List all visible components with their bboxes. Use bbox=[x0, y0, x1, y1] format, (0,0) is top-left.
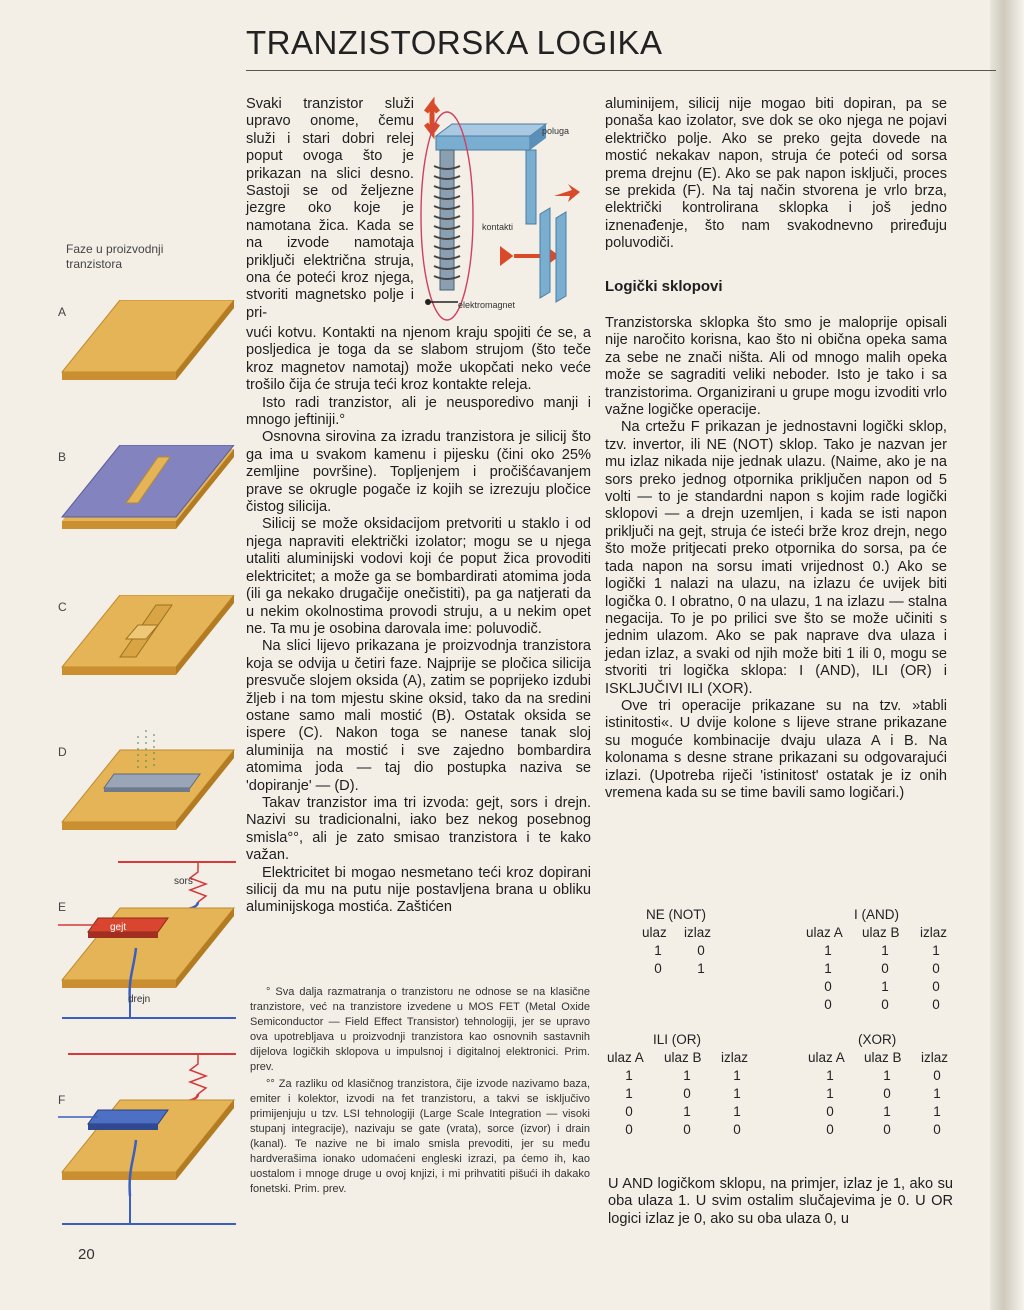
table-title: I (AND) bbox=[854, 907, 899, 922]
table-cell: 0 bbox=[683, 1122, 691, 1137]
table-cell: 0 bbox=[883, 1122, 891, 1137]
page-number: 20 bbox=[78, 1246, 95, 1263]
table-header: ulaz A bbox=[808, 1050, 845, 1065]
stage-label-f: F bbox=[58, 1093, 66, 1107]
table-cell: 1 bbox=[733, 1086, 741, 1101]
table-cell: 1 bbox=[733, 1068, 741, 1083]
col1-para: Elektricitet bi mogao nesmetano teći kroz dopirani silicij da mu na putu nije postavljena brana u obliku aluminijskoga mostića. Zaštićen bbox=[246, 864, 591, 916]
table-header: izlaz bbox=[920, 925, 948, 940]
table-cell: 0 bbox=[683, 1086, 691, 1101]
table-cell: 1 bbox=[625, 1068, 633, 1083]
table-cell: 0 bbox=[654, 961, 662, 976]
table-cell: 0 bbox=[826, 1122, 834, 1137]
relay-illustration bbox=[418, 96, 602, 322]
table-cell: 0 bbox=[933, 1068, 941, 1083]
stage-e-illustration bbox=[58, 858, 238, 1028]
table-cell: 0 bbox=[697, 943, 705, 958]
table-cell: 1 bbox=[883, 1068, 891, 1083]
col1-para: vući kotvu. Kontakti na njenom kraju spojiti će se, a posljedica je toga da se slabom strujom (što teče kroz magnetov namotaj) može ukopčati neko veće trošilo čija će struja teći kroz kontakte releja. bbox=[246, 325, 591, 394]
col1-text bbox=[246, 325, 591, 917]
table-cell: 0 bbox=[826, 1104, 834, 1119]
table-cell: 1 bbox=[881, 943, 889, 958]
book-spine bbox=[990, 0, 1024, 1310]
bottom-text: U AND logičkom sklopu, na primjer, izlaz je 1, ako su oba ulaza 1. U svim ostalim slučajevima je 0. U OR logici izlaz je 0, ako su oba ulaza 0, u bbox=[608, 1176, 953, 1227]
stage-label-b: B bbox=[58, 450, 67, 464]
table-cell: 1 bbox=[933, 1086, 941, 1101]
table-cell: 1 bbox=[824, 943, 832, 958]
table-cell: 1 bbox=[826, 1086, 834, 1101]
col1-para: Silicij se može oksidacijom pretvoriti u staklo i od njega napraviti električki izolator; mogu se u njega utaliti aluminijski vodovi koji će poput žica provoditi elektricitet; a može ga se bombardirati atomima joda (ili ga nekako drugačije onečistiti), pa ga natjerati da u nekim okolnostima provodi struju, a u nekim opet ne. Ta mu je osobina darovala ime: poluvodič. bbox=[246, 516, 591, 637]
table-cell: 1 bbox=[883, 1104, 891, 1119]
table-title: (XOR) bbox=[858, 1032, 897, 1047]
table-cell: 0 bbox=[932, 997, 940, 1012]
table-cell: 1 bbox=[824, 961, 832, 976]
truth-table-xor bbox=[808, 1032, 958, 1152]
table-title: NE (NOT) bbox=[646, 907, 706, 922]
truth-table-and bbox=[806, 907, 956, 1027]
table-cell: 0 bbox=[625, 1122, 633, 1137]
section-heading: Logički sklopovi bbox=[605, 278, 723, 295]
col2-para: Na crtežu F prikazan je jednostavni logički sklop, tzv. invertor, ili NE (NOT) sklop. Tako je nazvan jer mu izlaz nikada nije jednak ulazu. (Naime, ako je na sors preko jednog otpornika priključen napon od 5 volti — to je standardni napon s kojim rade logički sklopovi — a drejn uzemljen, i kada se isti napon priključi na gejt, struja će isteći brže kroz drejn, nego što može pritjecati preko otpornika do sorsa, pa će tada napon na sorsu imati vrijednost 0.) Ako se logički 1 nalazi na ulazu, na izlazu će uvijek biti logička 0. I obratno, 0 na ulazu, 1 na izlazu — stalna negacija. To je po prilici sve što se može učiniti s jednim ulazom. Ako se pak naprave dva ulaza i jedan izlaz, a svaki od njih može biti 1 ili 0, mogu se stvoriti tri logička sklopa: I (AND), ILI (OR) i ISKLJUČIVI ILI (XOR). bbox=[605, 419, 947, 697]
table-cell: 1 bbox=[933, 1104, 941, 1119]
truth-table-or bbox=[607, 1032, 757, 1152]
col1-para-wrap: Svaki tranzistor služi upravo onome, čemu služi i stari dobri relej poput ovoga što je prikazan na slici desno. Sastoji se od željezne jezgre oko koje je namotana žica. Kada se na izvode namotaja priključi električna struja, ona će poteći kroz njega, stvoriti magnetsko polje i pri- bbox=[246, 96, 414, 321]
table-cell: 1 bbox=[625, 1086, 633, 1101]
col2-intro bbox=[605, 96, 947, 253]
table-cell: 1 bbox=[654, 943, 662, 958]
col1-para: Osnovna sirovina za izradu tranzistora je silicij što ga ima u svakom kamenu i pijesku (čini oko 25% zemljine površine). Topljenjem i pročišćavanjem prave se okrugle pogače iz kojih se izrezuju pločice čistog silicija. bbox=[246, 429, 591, 516]
table-cell: 0 bbox=[824, 997, 832, 1012]
stage-label-c: C bbox=[58, 600, 67, 614]
col1-para: Takav tranzistor ima tri izvoda: gejt, sors i drejn. Nazivi su tradicionalni, iako bez nekog posebnog smisla°°, ali je zato smisao tranzistora i te kako važan. bbox=[246, 794, 591, 864]
footnote-1: ° Sva dalja razmatranja o tranzistoru ne odnose se na klasične tranzistore, već na tranzistore izvedene u MOS FET (Metal Oxide Semiconductor — Field Effect Transistor) tehnologiji, jer se upravo ova upotrebljava u proizvodnji tranzistora kao osnovnih sastavnih dijelova logičkih sklopova u impulsnoj i digitalnoj elektronici. Prim. prev. bbox=[250, 986, 590, 1073]
table-cell: 0 bbox=[824, 979, 832, 994]
table-cell: 0 bbox=[733, 1122, 741, 1137]
table-header: ulaz B bbox=[664, 1050, 702, 1065]
col2-intro-text: aluminijem, silicij nije mogao biti dopiran, pa se ponaša kao izolator, sve dok se oko njega ne pojavi električko polje. Ako se preko gejta dovede na mostić nekakav napon, struja će poteći od sorsa prema drejnu (E). Ako se pak napon isključi, proces se prekida (F). Na taj način stvorena je vrlo brza, električki kontrolirana sklopka i još jedno iznenađenje, što nam svakodnevno priređuju poluvodiči. bbox=[605, 96, 947, 252]
col2-para: Tranzistorska sklopka što smo je maloprije opisali nije naročito korisna, kao što ni obična opeka sama za sebe ne znači ništa. Ali od mnogo malih opeka može se sagraditi veliki neboder. Isto je tako i sa tranzistorima. Organizirani u grupe mogu izvoditi vrlo važne logičke operacije. bbox=[605, 315, 947, 419]
col1-para: Isto radi tranzistor, ali je neusporedivo manji i mnogo jeftiniji.° bbox=[246, 394, 591, 429]
table-cell: 0 bbox=[932, 979, 940, 994]
side-caption: Faze u proizvodnji tranzistora bbox=[66, 242, 164, 271]
label-drejn: drejn bbox=[128, 994, 151, 1005]
footnotes bbox=[250, 985, 590, 1199]
col2-para: Ove tri operacije prikazane su na tzv. »tabli istinitosti«. U dvije kolone s lijeve strane prikazane su moguće kombinacije dvaju ulaza A i B. Na kolonama s desne strane prikazani su odgovarajući izlazi. (Upotreba riječi 'istinitost' ostatak je iz onih vremena kada su se time bavili samo logičari.) bbox=[605, 697, 947, 801]
col1-para: Na slici lijevo prikazana je proizvodnja tranzistora koja se odvija u četiri faze. Najprije se pločica silicija presvuče slojem oksida (A), zatim se poprijeko izdubi žljeb i na tom mjestu skine oksid, tako da na sredini ostane samo mali mostić (B). Ostatak oksida se ispere (C). Nakon toga se nanese tanak sloj aluminija na mostić i sve zajedno bombardira atomima joda — taj dio postupka naziva se 'dopiranje' — (D). bbox=[246, 638, 591, 794]
table-header: izlaz bbox=[921, 1050, 949, 1065]
table-cell: 1 bbox=[826, 1068, 834, 1083]
label-kontakti: kontakti bbox=[482, 222, 514, 232]
stage-c-illustration bbox=[58, 595, 238, 705]
footnote-2: °° Za razliku od klasičnog tranzistora, čije izvode nazivamo baza, emiter i kolektor, izvodi na fet tranzistoru, a takvi se isključivo primijenjuju u tzv. LSI tehnologiji (Large Scale Integration — visoki stupanj integracije), nazivaju se gate (vrata), sorce (izvor) i drain (kanal). Te nazive ne bi imalo smisla prevoditi, jer su među hardverašima ionako udomaćeni engleski izrazi, pa ćemo ih, kao uostalom i mnoge druge u ovoj knjizi, i mi prihvatiti pišući ih dakako fonetski. Prim. prev. bbox=[250, 1078, 590, 1195]
label-poluga: poluga bbox=[542, 126, 570, 136]
col1-wrapped-text bbox=[246, 96, 414, 322]
table-cell: 1 bbox=[932, 943, 940, 958]
table-header: ulaz B bbox=[864, 1050, 902, 1065]
title-rule bbox=[246, 70, 996, 71]
table-cell: 1 bbox=[683, 1104, 691, 1119]
table-header: izlaz bbox=[721, 1050, 749, 1065]
table-title: ILI (OR) bbox=[653, 1032, 702, 1047]
stage-a-illustration bbox=[58, 300, 238, 410]
stage-label-d: D bbox=[58, 745, 67, 759]
stage-b-illustration bbox=[58, 445, 238, 555]
table-cell: 0 bbox=[932, 961, 940, 976]
table-cell: 1 bbox=[697, 961, 705, 976]
table-cell: 0 bbox=[881, 961, 889, 976]
table-header: izlaz bbox=[684, 925, 712, 940]
stage-d-illustration bbox=[58, 730, 238, 860]
table-header: ulaz A bbox=[806, 925, 843, 940]
stage-label-e: E bbox=[58, 900, 67, 914]
table-header: ulaz bbox=[642, 925, 667, 940]
label-elektromagnet: elektromagnet bbox=[458, 300, 516, 310]
label-sors: sors bbox=[174, 876, 193, 887]
truth-table-not bbox=[614, 907, 744, 997]
table-cell: 1 bbox=[881, 979, 889, 994]
table-cell: 1 bbox=[733, 1104, 741, 1119]
table-cell: 0 bbox=[883, 1086, 891, 1101]
col2-text bbox=[605, 315, 947, 802]
table-header: ulaz A bbox=[607, 1050, 644, 1065]
table-header: ulaz B bbox=[862, 925, 900, 940]
page-title: TRANZISTORSKA LOGIKA bbox=[246, 24, 663, 61]
table-cell: 1 bbox=[683, 1068, 691, 1083]
stage-label-a: A bbox=[58, 305, 67, 319]
table-cell: 0 bbox=[933, 1122, 941, 1137]
table-cell: 0 bbox=[625, 1104, 633, 1119]
table-cell: 0 bbox=[881, 997, 889, 1012]
stage-f-illustration bbox=[58, 1048, 238, 1238]
label-gejt: gejt bbox=[110, 922, 127, 933]
